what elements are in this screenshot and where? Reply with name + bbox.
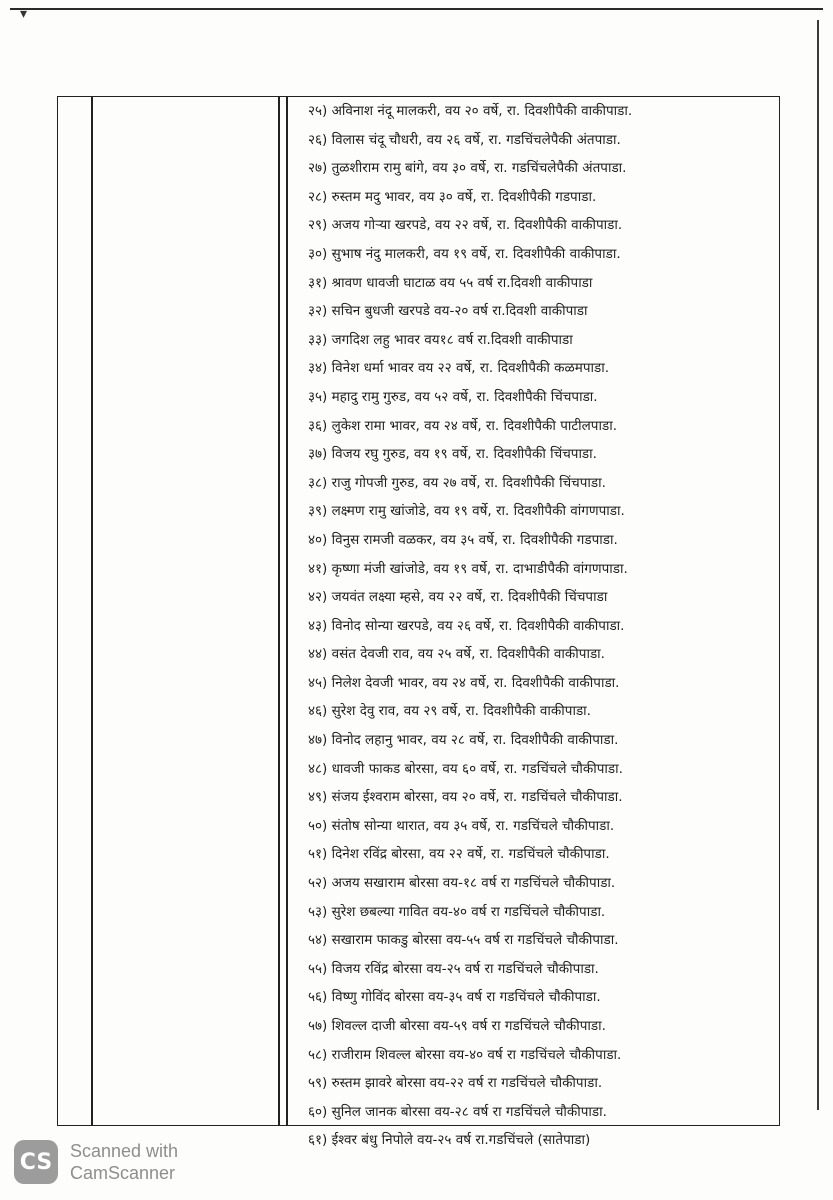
right-edge-line: [817, 20, 819, 1110]
list-item: ४४) वसंत देवजी राव, वय २५ वर्षे, रा. दिवशीपैकी वाकीपाडा.: [308, 646, 605, 663]
list-item: ६०) सुनिल जानक बोरसा वय-२८ वर्ष रा गडचिंचले चौकीपाडा.: [308, 1103, 607, 1120]
list-item: ३४) विनेश धर्मा भावर वय २२ वर्षे, रा. दिवशीपैकी कळमपाडा.: [308, 360, 610, 377]
list-item: ५४) सखाराम फाकडु बोरसा वय-५५ वर्ष रा गडचिंचले चौकीपाडा.: [308, 932, 619, 949]
list-item: ३०) सुभाष नंदु मालकरी, वय १९ वर्षे, रा. दिवशीपैकी वाकीपाडा.: [308, 245, 621, 262]
camscanner-watermark: [14, 1140, 178, 1184]
list-item: ३१) श्रावण धावजी घाटाळ वय ५५ वर्ष रा.दिवशी वाकीपाडा: [308, 274, 593, 291]
list-item: ६१) ईश्वर बंधु निपोले वय-२५ वर्ष रा.गडचिंचले (सातेपाडा): [308, 1132, 591, 1149]
list-item: ५७) शिवल्ल दाजी बोरसा वय-५९ वर्ष रा गडचिंचले चौकीपाडा.: [308, 1018, 606, 1034]
column-divider: [91, 97, 93, 1125]
list-item: ४२) जयवंत लक्ष्या म्हसे, वय २२ वर्षे, रा. दिवशीपैकी चिंचपाडा: [308, 589, 608, 606]
list-item: ३३) जगदिश लहु भावर वय१८ वर्ष रा.दिवशी वाकीपाडा: [308, 331, 573, 348]
column-divider: [286, 97, 288, 1125]
list-item: ४७) विनोद लहानु भावर, वय २८ वर्षे, रा. दिवशीपैकी वाकीपाडा.: [308, 732, 619, 749]
list-item: ५९) रुस्तम झावरे बोरसा वय-२२ वर्ष रा गडचिंचले चौकीपाडा.: [308, 1075, 603, 1092]
list-item: ५२) अजय सखाराम बोरसा वय-१८ वर्ष रा गडचिंचले चौकीपाडा.: [308, 875, 616, 892]
record-table: [57, 96, 780, 1149]
list-item: ३६) लुकेश रामा भावर, वय २४ वर्षे, रा. दिवशीपैकी पाटीलपाडा.: [308, 417, 617, 434]
list-item: ४८) धावजी फाकड बोरसा, वय ६० वर्षे, रा. गडचिंचले चौकीपाडा.: [308, 760, 623, 777]
list-item: ४१) कृष्णा मंजी खांजोडे, वय १९ वर्षे, रा. दाभाडीपैकी वांगणपाडा.: [308, 560, 628, 577]
stray-mark: ▾: [20, 6, 28, 22]
accused-list: [308, 97, 773, 1155]
list-item: ४५) निलेश देवजी भावर, वय २४ वर्षे, रा. दिवशीपैकी वाकीपाडा.: [308, 674, 620, 691]
list-item: ३७) विजय रघु गुरुड, वय १९ वर्षे, रा. दिवशीपैकी चिंचपाडा.: [308, 446, 597, 463]
list-item: ३५) महादु रामु गुरुड, वय ५२ वर्षे, रा. दिवशीपैकी चिंचपाडा.: [308, 388, 598, 405]
watermark-line-1: Scanned with: [70, 1141, 179, 1161]
list-item: ५८) राजीराम शिवल्ल बोरसा वय-४० वर्ष रा गडचिंचले चौकीपाडा.: [308, 1046, 622, 1063]
list-item: ५०) संतोष सोन्या थारात, वय ३५ वर्षे, रा. गडचिंचले चौकीपाडा.: [308, 817, 615, 834]
list-item: ३८) राजु गोपजी गुरुड, वय २७ वर्षे, रा. दिवशीपैकी चिंचपाडा.: [308, 474, 606, 491]
camscanner-logo: CS: [14, 1140, 58, 1184]
list-item: ४९) संजय ईश्वराम बोरसा, वय २० वर्षे, रा. गडचिंचले चौकीपाडा.: [308, 789, 623, 806]
list-item: २९) अजय गोऱ्या खरपडे, वय २२ वर्षे, रा. दिवशीपैकी वाकीपाडा.: [308, 217, 623, 234]
list-item: २८) रुस्तम मदु भावर, वय ३० वर्षे, रा. दिवशीपैकी गडपाडा.: [308, 188, 597, 205]
list-item: २५) अविनाश नंदू मालकरी, वय २० वर्षे, रा. दिवशीपैकी वाकीपाडा.: [308, 103, 633, 119]
list-item: ४०) विनुस रामजी वळकर, वय ३५ वर्षे, रा. दिवशीपैकी गडपाडा.: [308, 531, 618, 548]
list-item: ५६) विष्णु गोविंद बोरसा वय-३५ वर्ष रा गडचिंचले चौकीपाडा.: [308, 989, 601, 1006]
list-item: ४३) विनोद सोन्या खरपडे, वय २६ वर्षे, रा. दिवशीपैकी वाकीपाडा.: [308, 617, 625, 634]
watermark-text: [70, 1140, 178, 1184]
list-item: ५१) दिनेश रविंद्र बोरसा, वय २२ वर्षे, रा. गडचिंचले चौकीपाडा.: [308, 846, 610, 863]
list-item: ४६) सुरेश देवु राव, वय २९ वर्षे, रा. दिवशीपैकी वाकीपाडा.: [308, 703, 591, 720]
list-item: ५५) विजय रविंद्र बोरसा वय-२५ वर्ष रा गडचिंचले चौकीपाडा.: [308, 960, 599, 977]
list-item: ३२) सचिन बुधजी खरपडे वय-२० वर्ष रा.दिवशी वाकीपाडा: [308, 303, 588, 320]
column-divider: [278, 97, 280, 1125]
top-border-line: [10, 8, 823, 10]
list-item: २६) विलास चंदू चौधरी, वय २६ वर्षे, रा. गडचिंचलेपैकी अंतपाडा.: [308, 131, 621, 148]
watermark-line-2: CamScanner: [70, 1163, 176, 1183]
list-item: २७) तुळशीराम रामु बांगे, वय ३० वर्षे, रा. गडचिंचलेपैकी अंतपाडा.: [308, 160, 627, 177]
list-item: ५३) सुरेश छबल्या गावित वय-४० वर्ष रा गडचिंचले चौकीपाडा.: [308, 903, 606, 920]
list-item: ३९) लक्ष्मण रामु खांजोडे, वय १९ वर्षे, रा. दिवशीपैकी वांगणपाडा.: [308, 503, 625, 520]
